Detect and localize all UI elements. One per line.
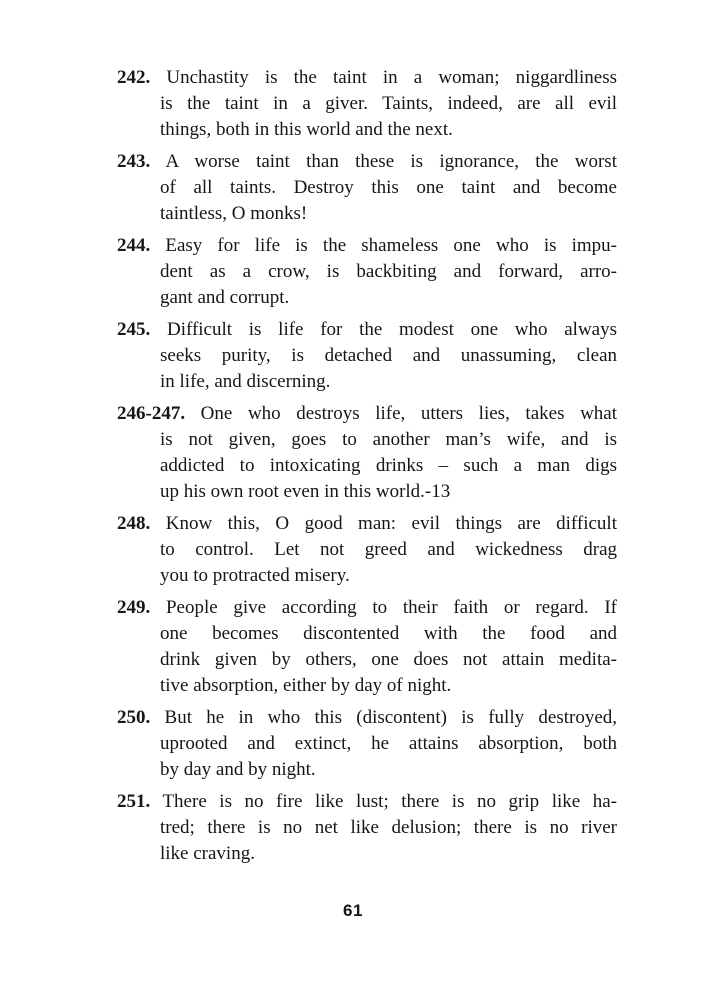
verse: [117, 65, 617, 143]
verse-number: 250.: [117, 707, 151, 728]
page-number: 61: [343, 901, 363, 920]
verse-number: 242.: [117, 67, 151, 88]
verse-line: like craving.: [160, 843, 255, 864]
verse-number: 246-247.: [117, 403, 186, 424]
verse-line: 251. There is no fire like lust; there is no grip like ha-: [117, 791, 617, 812]
verse: [117, 317, 617, 395]
verse-line: drink given by others, one does not attain medita-: [160, 649, 617, 670]
verse-line: seeks purity, is detached and unassuming, clean: [160, 345, 617, 366]
verse: [117, 511, 617, 589]
verse-line: of all taints. Destroy this one taint and become: [160, 177, 617, 198]
verse-line: 248. Know this, O good man: evil things are difficult: [117, 513, 617, 534]
verse: [117, 149, 617, 227]
verse-line: 250. But he in who this (discontent) is fully destroyed,: [117, 707, 617, 728]
verse-number: 248.: [117, 513, 151, 534]
verse-line: is the taint in a giver. Taints, indeed, are all evil: [160, 93, 617, 114]
verse-line: 242. Unchastity is the taint in a woman; niggardliness: [117, 67, 617, 88]
verse-line: gant and corrupt.: [160, 287, 290, 308]
verse-line: up his own root even in this world.-13: [160, 481, 451, 502]
verse: [117, 233, 617, 311]
verse-line: 244. Easy for life is the shameless one who is impu-: [117, 235, 617, 256]
verse-line: you to protracted misery.: [160, 565, 350, 586]
verse: [117, 595, 617, 699]
verse-number: 243.: [117, 151, 151, 172]
verse-line: uprooted and extinct, he attains absorption, both: [160, 733, 617, 754]
verse: [117, 789, 617, 867]
page-footer: [0, 901, 706, 921]
verse-line: 245. Difficult is life for the modest one who always: [117, 319, 617, 340]
verse-line: 249. People give according to their faith or regard. If: [117, 597, 617, 618]
verse-line: taintless, O monks!: [160, 203, 308, 224]
verse-line: tred; there is no net like delusion; there is no river: [160, 817, 617, 838]
verse-line: in life, and discerning.: [160, 371, 331, 392]
verse-list: [117, 65, 617, 873]
verse-line: 243. A worse taint than these is ignorance, the worst: [117, 151, 617, 172]
verse-line: 246-247. One who destroys life, utters lies, takes what: [117, 403, 617, 424]
verse-number: 251.: [117, 791, 151, 812]
verse-line: by day and by night.: [160, 759, 316, 780]
verse-number: 244.: [117, 235, 151, 256]
verse-number: 245.: [117, 319, 151, 340]
verse-line: things, both in this world and the next.: [160, 119, 453, 140]
verse-line: to control. Let not greed and wickedness drag: [160, 539, 617, 560]
verse-line: one becomes discontented with the food and: [160, 623, 617, 644]
verse: [117, 401, 617, 505]
verse: [117, 705, 617, 783]
verse-number: 249.: [117, 597, 151, 618]
verse-line: is not given, goes to another man’s wife, and is: [160, 429, 617, 450]
verse-line: dent as a crow, is backbiting and forward, arro-: [160, 261, 617, 282]
verse-line: addicted to intoxicating drinks – such a man digs: [160, 455, 617, 476]
verse-line: tive absorption, either by day of night.: [160, 675, 452, 696]
